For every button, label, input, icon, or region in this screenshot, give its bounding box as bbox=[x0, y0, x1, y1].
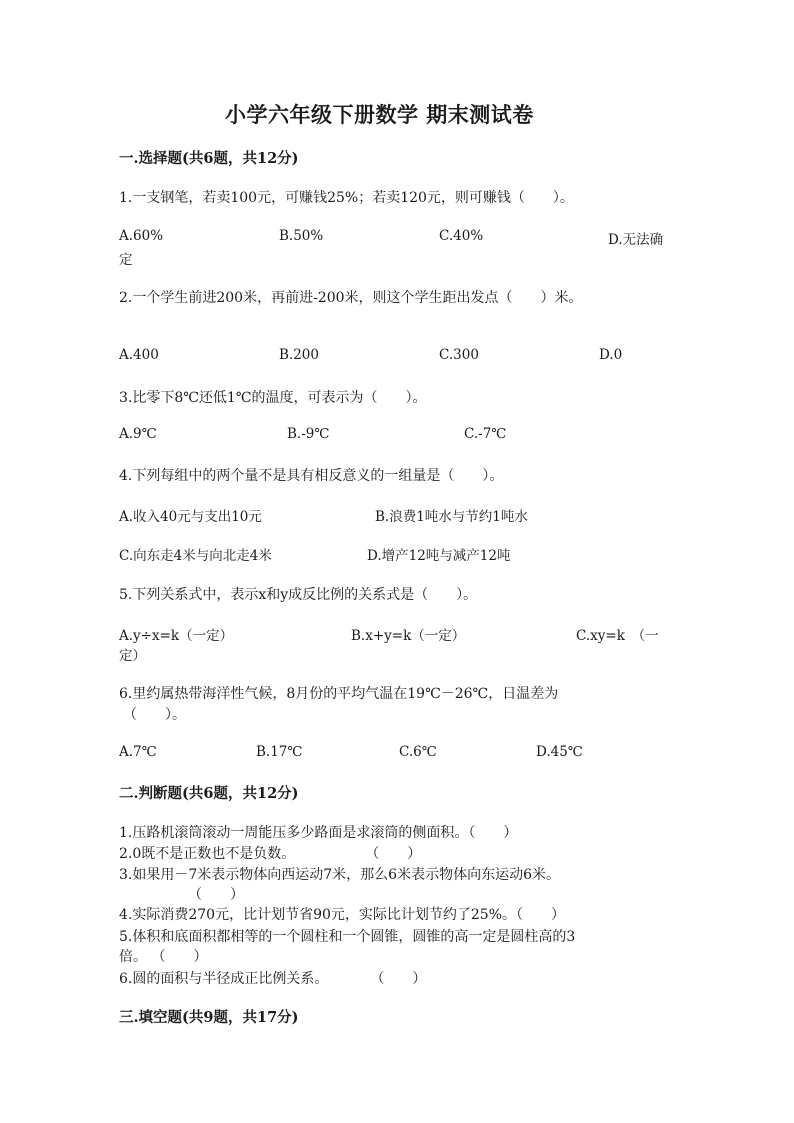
question-2-option-c: C.300 bbox=[439, 347, 479, 363]
question-5-option-c-wrap: 定） bbox=[119, 648, 146, 664]
question-4-option-b: B.浪费1吨水与节约1吨水 bbox=[375, 509, 528, 525]
section-heading-choice: 一.选择题(共6题，共12分) bbox=[119, 150, 299, 167]
question-3-option-a: A.9℃ bbox=[119, 426, 157, 442]
question-1-option-d: D.无法确 bbox=[608, 232, 664, 248]
question-5-option-c: C.xy=k （一 bbox=[576, 628, 659, 644]
judgment-3: 3.如果用－7米表示物体向西运动7米，那么6米表示物体向东运动6米。 bbox=[119, 867, 560, 883]
question-3-option-c: C.-7℃ bbox=[464, 426, 507, 442]
question-6-option-c: C.6℃ bbox=[399, 744, 437, 760]
judgment-3-continuation: （ ） bbox=[188, 887, 244, 903]
question-2-option-d: D.0 bbox=[599, 347, 623, 363]
section-heading-judgment: 二.判断题(共6题，共12分) bbox=[119, 785, 299, 802]
question-1-option-d-wrap: 定 bbox=[119, 252, 133, 268]
question-2-option-a: A.400 bbox=[119, 347, 159, 363]
page-title: 小学六年级下册数学 期末测试卷 bbox=[225, 102, 534, 127]
question-3: 3.比零下8℃还低1℃的温度，可表示为（ ）。 bbox=[119, 390, 427, 406]
judgment-4: 4.实际消费270元，比计划节省90元，实际比计划节约了25%。（ ） bbox=[119, 907, 566, 923]
judgment-5-continuation: 倍。 （ ） bbox=[119, 949, 208, 965]
judgment-6: 6.圆的面积与半径成正比例关系。 （ ） bbox=[119, 971, 427, 987]
question-5: 5.下列关系式中，表示x和y成反比例的关系式是（ ）。 bbox=[119, 587, 478, 603]
question-3-option-b: B.-9℃ bbox=[287, 426, 330, 442]
question-6-option-a: A.7℃ bbox=[119, 744, 157, 760]
question-4-option-c: C.向东走4米与向北走4米 bbox=[119, 548, 272, 564]
question-2: 2.一个学生前进200米，再前进-200米，则这个学生距出发点（ ）米。 bbox=[119, 290, 583, 306]
judgment-1: 1.压路机滚筒滚动一周能压多少路面是求滚筒的侧面积。（ ） bbox=[119, 825, 518, 841]
question-4-option-d: D.增产12吨与减产12吨 bbox=[367, 548, 511, 564]
question-2-option-b: B.200 bbox=[279, 347, 319, 363]
question-4-option-a: A.收入40元与支出10元 bbox=[119, 509, 262, 525]
judgment-2: 2.0既不是正数也不是负数。 （ ） bbox=[119, 846, 422, 862]
question-1-option-b: B.50% bbox=[279, 228, 324, 244]
question-1: 1.一支钢笔，若卖100元，可赚钱25%；若卖120元，则可赚钱（ ）。 bbox=[119, 190, 574, 206]
question-6-option-d: D.45℃ bbox=[536, 744, 583, 760]
question-1-option-a: A.60% bbox=[119, 228, 164, 244]
section-heading-fill-in: 三.填空题(共9题，共17分) bbox=[119, 1009, 299, 1026]
question-5-option-a: A.y÷x=k（一定） bbox=[119, 628, 234, 644]
question-6: 6.里约属热带海洋性气候，8月份的平均气温在19℃－26℃，日温差为 bbox=[119, 686, 559, 702]
judgment-5: 5.体积和底面积都相等的一个圆柱和一个圆锥，圆锥的高一定是圆柱高的3 bbox=[119, 929, 576, 945]
question-5-option-b: B.x+y=k（一定） bbox=[351, 628, 466, 644]
question-4: 4.下列每组中的两个量不是具有相反意义的一组量是（ ）。 bbox=[119, 468, 504, 484]
question-6-option-b: B.17℃ bbox=[256, 744, 303, 760]
question-6-continuation: （ ）。 bbox=[123, 707, 186, 723]
question-1-option-c: C.40% bbox=[439, 228, 484, 244]
